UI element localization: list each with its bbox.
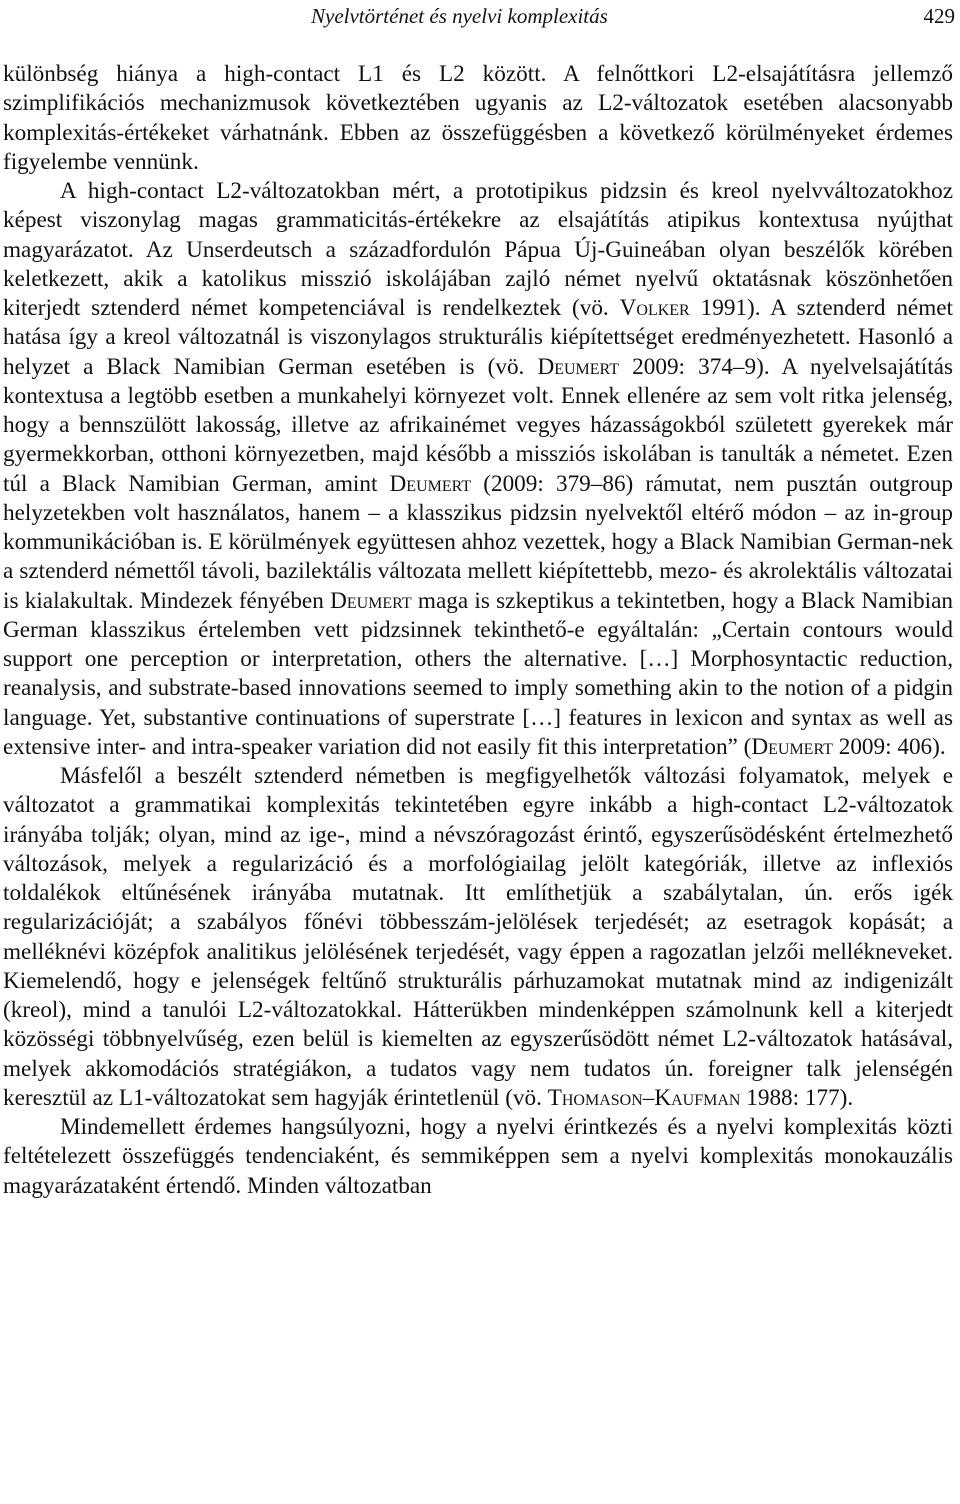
text-segment: 1988: 177). [740,1084,854,1111]
text-segment: maga is szkeptikus a tekintetben, hogy a Black Namibian German klasszikus értelemben vett pidzsinnek tekinthető-e egyáltalán: „Certain contours would support one perception or interpretation, others the alternative. […] Morphosyntactic reduction, reanalysis, and substrate-based innovations seemed to imply something akin to the notion of a pidgin language. Yet, substantive continuations of superstrate […] features in lexicon and syntax as well as extensive inter- and intra-speaker variation did not easily fit this interpretation” ( [3,587,953,760]
author-citation: Volker [619,295,690,321]
text-segment: különbség hiánya a high-contact L1 és L2 között. A felnőttkori L2-elsajátításra jellemző szimplifikációs mechanizmusok következtében ugyanis az L2-változatok esetében alacsonyabb komplexitás-értékeket várhatnánk. Ebben az összefüggésben a következő körülményeket érdemes figyelembe vennünk. [3,61,953,175]
author-citation: Deumert [330,587,412,614]
author-citation: Deumert [389,470,472,497]
body-text [3,60,953,1201]
text-segment: Másfelől a beszélt sztenderd németben is megfigyelhetők változási folyamatok, melyek e változatot a grammatikai komplexitás tekintetében egyre inkább a high-contact L2-változatok irányába tolják; olyan, mind az ige-, mind a névszóragozást érintő, egyszerűsödésként értelmezhető változások, melyek a regularizáció és a morfológiailag jelölt kategóriák, illetve az inflexiós toldalékok eltűnésének irányába mutatnak. Itt említhetjük a szabálytalan, ún. erős igék regularizációját; a szabályos főnévi többesszám-jelölések terjedését; az esetragok kopását; a melléknévi középfok analitikus jelölésének terjedését, vagy éppen a ragozatlan jelzői mellékneveket. Kiemelendő, hogy e jelenségek feltűnő strukturális párhuzamokat mutatnak mind az indigenizált (kreol), mind a tanulói L2-változatokkal. Hátterükben mindenképpen számolnunk kell a kiterjedt közösségi többnyelvűség, ezen belül is kiemelten az egyszerűsödött német L2-változatok hatásával, melyek akkomodációs stratégiákon, a tudatos vagy nem tudatos ún. foreigner talk jelenségén keresztül az L1-változatokat sem hagyják érintetlenül (vö. [3,763,953,1111]
text-segment: 1991). A sztenderd német hatása így a kreol változatnál is viszonylagos strukturális kiépítettséget eredményezhetett. Hasonló a helyzet a Black Namibian German esetében is (vö. [3,295,953,380]
page-number: 429 [923,4,955,28]
running-title: Nyelvtörténet és nyelvi komplexitás [311,4,608,28]
paragraph-contact-varieties [3,177,953,762]
author-citation: Deumert [537,353,620,380]
running-head [0,2,960,30]
author-citation: Deumert [751,733,833,760]
text-segment: Mindemellett érdemes hangsúlyozni, hogy a nyelvi érintkezés és a nyelvi komplexitás közti feltételezett összefüggés tendenciaként, és semmiképpen sem a nyelvi komplexitás monokauzális magyarázataként értendő. Minden változatban [3,1114,953,1199]
text-segment: 2009: 374–9). A nyelvelsajátítás kontextusa a legtöbb esetben a munkahelyi környezet volt. Ennek ellenére az sem volt ritka jelenség, hogy a bennszülött lakosság, illetve az afrikainémet vegyes házasságokból született gyerekek már gyermekkorban, otthoni környezetben, majd később a missziós iskolában is tanulták a németet. Ezen túl a Black Namibian German, amint [3,353,953,497]
paragraph-continuation [3,60,953,177]
text-segment: (2009: 379–86) rámutat, nem pusztán outgroup helyzetekben volt használatos, hanem – a klasszikus pidzsin nyelvektől eltérő módon – az in-group kommunikációban is. E körülmények együttesen ahhoz vezettek, hogy a Black Namibian German-nek a sztenderd némettől távoli, bazilektális változata mellett kiépítettebb, mezo- és akrolektális változatai is kialakultak. Mindezek fényében [3,470,953,614]
author-citation: Thomason–Kaufman [547,1084,741,1111]
paragraph-standard-german [3,762,953,1113]
text-segment: 2009: 406). [832,733,946,760]
paragraph-conclusion [3,1113,953,1201]
text-segment: A high-contact L2-változatokban mért, a prototipikus pidzsin és kreol nyelvváltozatokhoz képest viszonylag magas grammaticitás-értékekre az elsajátítás atipikus kontextusa nyújthat magyarázatot. Az Unserdeutsch a századfordulón Pápua Új-Guineában olyan beszélők körében keletkezett, akik a katolikus misszió iskolájában zajló német nyelvű oktatásnak köszönhetően kiterjedt sztenderd német kompetenciával is rendelkeztek (vö. [3,178,953,321]
